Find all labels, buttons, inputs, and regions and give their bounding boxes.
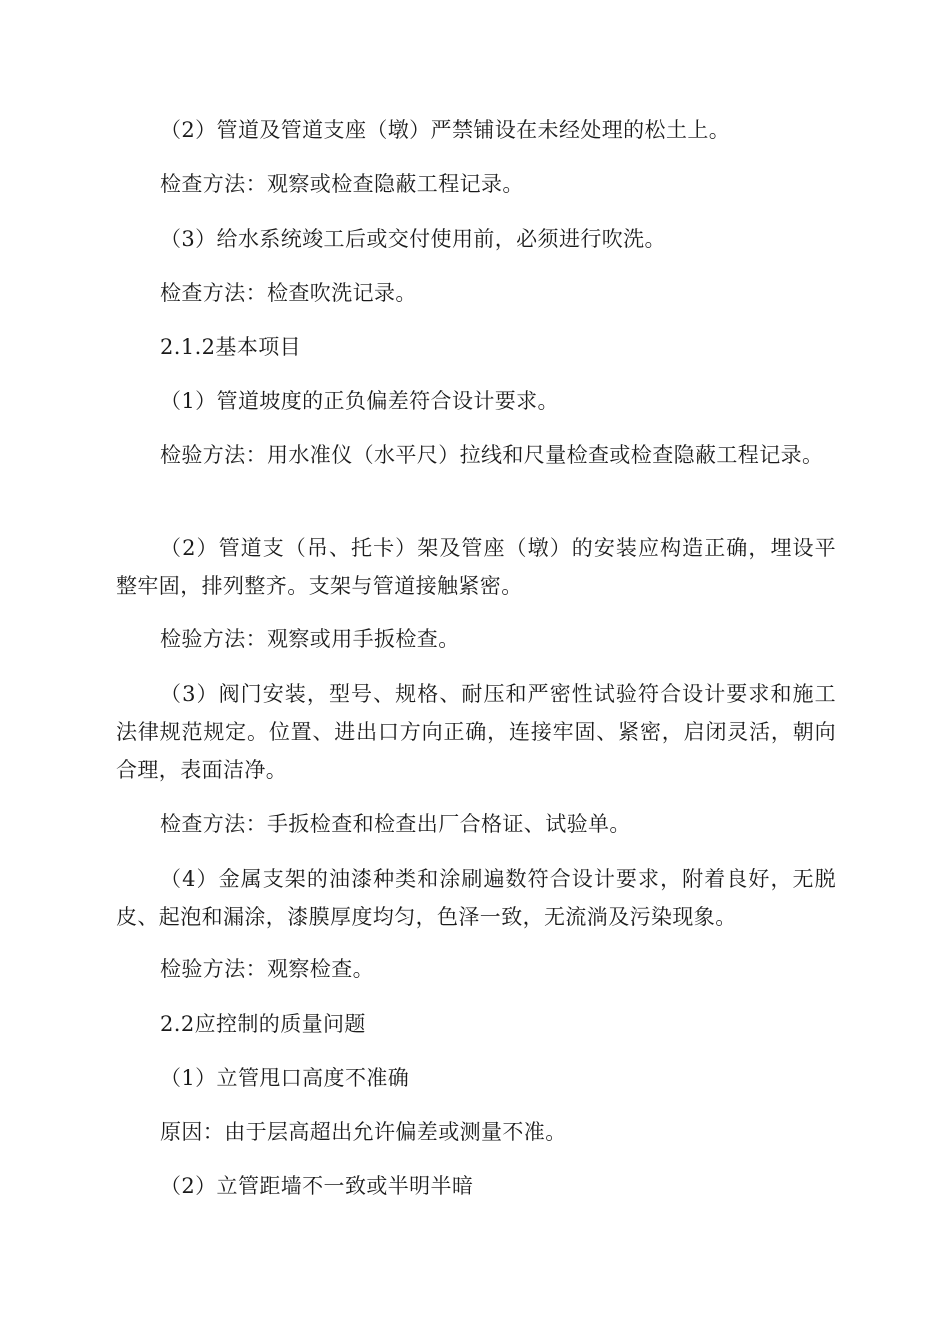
section-heading-2-1-2: 2.1.2基本项目 (160, 335, 302, 359)
paragraph-cause-1: 原因：由于层高超出允许偏差或测量不准。 (160, 1120, 567, 1144)
paragraph-item-1-slope: （1）管道坡度的正负偏差符合设计要求。 (160, 389, 559, 413)
paragraph-check-method-1: 检查方法：观察或检查隐蔽工程记录。 (160, 172, 524, 196)
paragraph-check-method-2: 检查方法：检查吹洗记录。 (160, 281, 417, 305)
paragraph-check-method-3: 检查方法：手扳检查和检查出厂合格证、试验单。 (160, 812, 631, 836)
paragraph-item-2-supports: （2）管道支（吊、托卡）架及管座（墩）的安装应构造正确，埋设平整牢固，排列整齐。支架与管道接触紧密。 (116, 536, 836, 598)
paragraph-item-4-paint: （4）金属支架的油漆种类和涂刷遍数符合设计要求，附着良好，无脱皮、起泡和漏涂，漆膜厚度均匀，色泽一致，无流淌及污染现象。 (116, 867, 836, 929)
paragraph-inspect-method-1: 检验方法：用水准仪（水平尺）拉线和尺量检查或检查隐蔽工程记录。 (160, 443, 824, 467)
paragraph-item-2-bedding: （2）管道及管道支座（墩）严禁铺设在未经处理的松土上。 (160, 118, 731, 142)
paragraph-item-3-flushing: （3）给水系统竣工后或交付使用前，必须进行吹洗。 (160, 227, 666, 251)
paragraph-problem-2: （2）立管距墙不一致或半明半暗 (160, 1174, 474, 1198)
paragraph-problem-1: （1）立管甩口高度不准确 (160, 1066, 410, 1090)
paragraph-item-3-valves: （3）阀门安装，型号、规格、耐压和严密性试验符合设计要求和施工法律规范规定。位置、进出口方向正确，连接牢固、紧密，启闭灵活，朝向合理，表面洁净。 (116, 682, 836, 782)
paragraph-inspect-method-2: 检验方法：观察或用手扳检查。 (160, 627, 460, 651)
paragraph-inspect-method-3: 检验方法：观察检查。 (160, 957, 374, 981)
section-heading-2-2: 2.2应控制的质量问题 (160, 1012, 366, 1036)
